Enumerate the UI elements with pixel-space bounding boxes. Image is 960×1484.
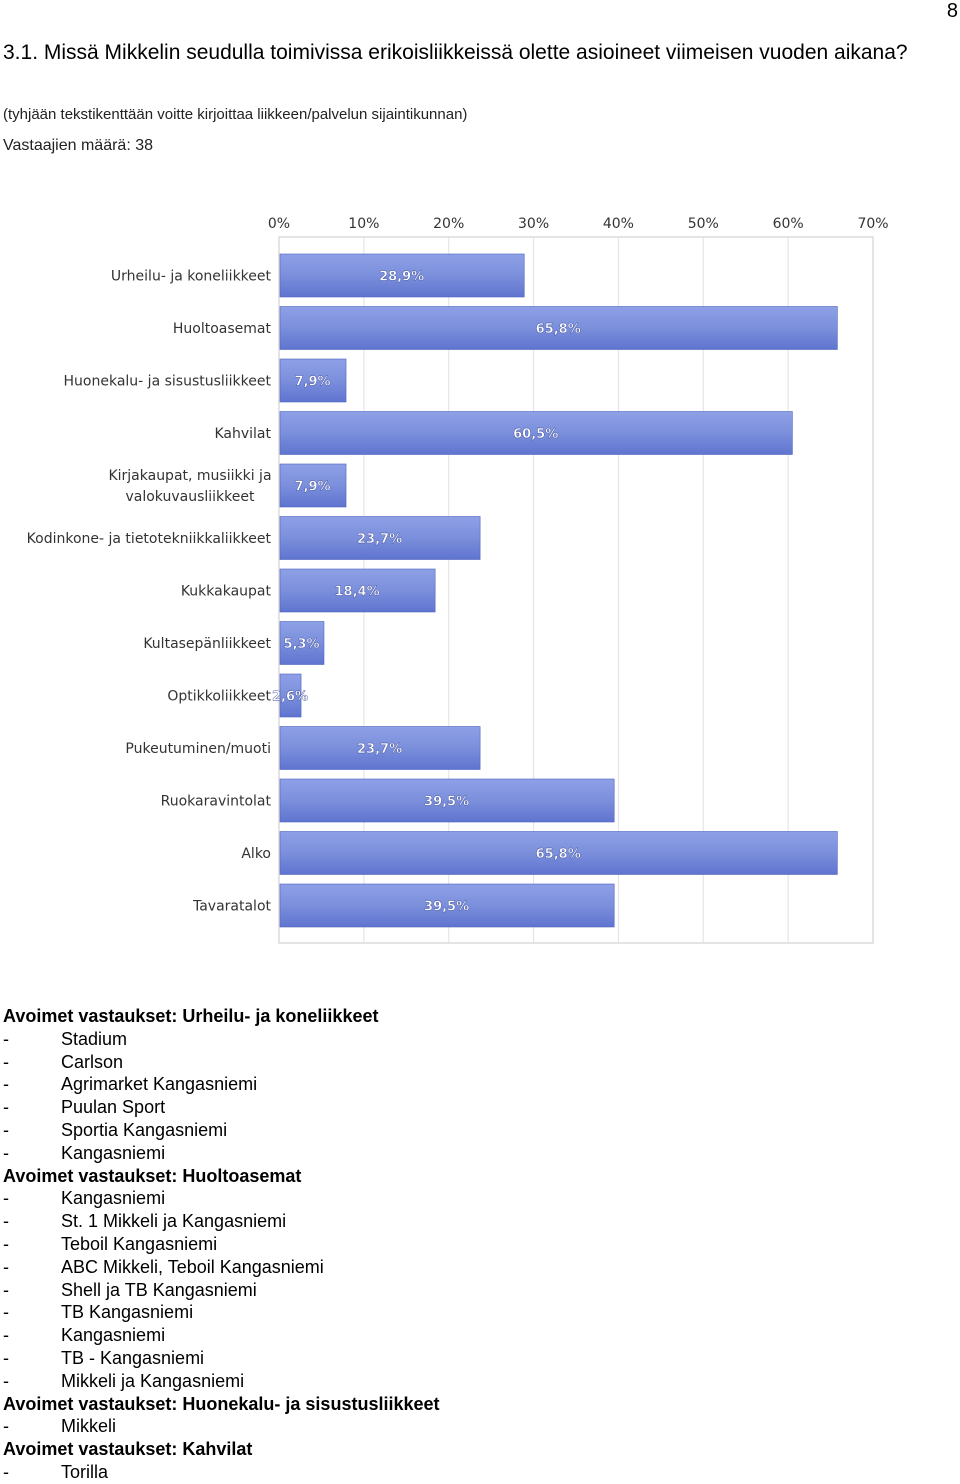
- respondent-count: Vastaajien määrä: 38: [3, 137, 154, 154]
- category-label: Kahvilat: [214, 426, 271, 442]
- bar-value-label: 23,7%: [357, 532, 403, 547]
- answer-text: Kangasniemi: [61, 1325, 166, 1346]
- answer-text: Stadium: [61, 1028, 128, 1049]
- answer-item: [3, 1256, 943, 1279]
- bar-value-label: 39,5%: [424, 899, 470, 915]
- answer-text: Shell ja TB Kangasniemi: [61, 1279, 257, 1300]
- answer-item: [3, 1119, 943, 1142]
- bullet-dash: -: [3, 1416, 9, 1437]
- bullet-dash: -: [3, 1279, 9, 1300]
- bar-value-label: 28,9%: [379, 269, 425, 285]
- answer-text: TB Kangasniemi: [61, 1302, 194, 1323]
- bullet-dash: -: [3, 1074, 9, 1095]
- answer-item: [3, 1073, 943, 1096]
- x-tick-label: 20%: [433, 216, 465, 232]
- category-label: Huonekalu- ja sisustusliikkeet: [63, 373, 271, 390]
- x-tick-label: 10%: [348, 216, 380, 232]
- answer-item: [3, 1187, 943, 1210]
- category-label: Tavaratalot: [192, 898, 271, 915]
- category-label: valokuvausliikkeet: [125, 489, 255, 505]
- answer-item: [3, 1028, 943, 1051]
- bullet-dash: -: [3, 1256, 9, 1277]
- category-label: Kirjakaupat, musiikki ja: [108, 468, 272, 484]
- answer-item: [3, 1347, 943, 1370]
- category-label: Ruokaravintolat: [160, 793, 271, 810]
- bar-value-label: 39,5%: [424, 794, 470, 810]
- answers-section-title: Avoimet vastaukset: Urheilu- ja koneliikkeet: [3, 1006, 379, 1026]
- answer-item: [3, 1301, 943, 1324]
- bullet-dash: -: [3, 1051, 9, 1072]
- bullet-dash: -: [3, 1188, 9, 1209]
- bullet-dash: -: [3, 1347, 9, 1368]
- bullet-dash: -: [3, 1325, 9, 1346]
- bullet-dash: -: [3, 1211, 9, 1232]
- bullet-dash: -: [3, 1302, 9, 1323]
- answer-text: ABC Mikkeli, Teboil Kangasniemi: [61, 1256, 324, 1277]
- bar-chart: [0, 205, 960, 950]
- answers-section-title: Avoimet vastaukset: Huoltoasemat: [3, 1165, 302, 1186]
- category-label: Pukeutuminen/muoti: [125, 741, 271, 757]
- bullet-dash: -: [3, 1370, 9, 1391]
- category-label: Kukkakaupat: [180, 583, 271, 600]
- answers-section-title: Avoimet vastaukset: Kahvilat: [3, 1439, 253, 1460]
- answer-text: Carlson: [61, 1051, 124, 1072]
- x-tick-label: 70%: [857, 216, 889, 232]
- answer-item: [3, 1210, 943, 1233]
- bullet-dash: -: [3, 1142, 9, 1163]
- answer-text: TB - Kangasniemi: [61, 1347, 205, 1368]
- answer-text: Kangasniemi: [61, 1188, 166, 1209]
- answer-item: [3, 1142, 943, 1165]
- bar-value-label: 7,9%: [294, 374, 331, 390]
- bar-value-label: 65,8%: [535, 847, 581, 862]
- answer-text: Teboil Kangasniemi: [61, 1233, 218, 1254]
- x-tick-label: 50%: [687, 216, 719, 232]
- answer-item: [3, 1461, 943, 1484]
- bar-value-label: 7,9%: [294, 479, 331, 495]
- bar-value-label: 2,6%: [272, 689, 309, 705]
- bar-value-label: 23,7%: [357, 742, 403, 757]
- answer-item: [3, 1324, 943, 1347]
- category-label: Kodinkone- ja tietotekniikkaliikkeet: [26, 531, 271, 547]
- answer-item: [3, 1051, 943, 1074]
- bullet-dash: -: [3, 1461, 9, 1482]
- answer-text: Sportia Kangasniemi: [61, 1119, 228, 1140]
- answer-text: Puulan Sport: [61, 1097, 166, 1118]
- page-number: 8: [946, 0, 958, 22]
- answer-item: [3, 1370, 943, 1393]
- category-label: Urheilu- ja koneliikkeet: [110, 268, 271, 285]
- answer-item: [3, 1233, 943, 1256]
- answer-text: Kangasniemi: [61, 1142, 166, 1163]
- answer-item: [3, 1279, 943, 1302]
- answer-text: Torilla: [61, 1461, 109, 1482]
- bar-value-label: 5,3%: [283, 637, 320, 652]
- answers-section-title: Avoimet vastaukset: Huonekalu- ja sisustusliikkeet: [3, 1393, 440, 1414]
- answer-text: Mikkeli: [61, 1416, 117, 1437]
- question-hint: (tyhjään tekstikenttään voitte kirjoittaa liikkeen/palvelun sijaintikunnan): [3, 106, 468, 123]
- category-labels: [27, 269, 272, 915]
- bar-value-label: 18,4%: [334, 584, 380, 600]
- question-title: 3.1. Missä Mikkelin seudulla toimivissa erikoisliikkeissä olette asioineet viimeisen vuoden aikana?: [3, 41, 908, 64]
- bar-value-label: 60,5%: [513, 427, 559, 442]
- answer-text: St. 1 Mikkeli ja Kangasniemi: [61, 1211, 287, 1232]
- bullet-dash: -: [3, 1028, 9, 1049]
- category-label: Huoltoasemat: [172, 321, 271, 337]
- open-answers: [3, 1005, 943, 1484]
- bullet-dash: -: [3, 1119, 9, 1140]
- answer-text: Mikkeli ja Kangasniemi: [61, 1370, 245, 1391]
- answer-text: Agrimarket Kangasniemi: [61, 1074, 258, 1095]
- answer-item: [3, 1415, 943, 1438]
- category-label: Alko: [241, 846, 271, 862]
- x-tick-label: 40%: [602, 216, 634, 232]
- bullet-dash: -: [3, 1097, 9, 1118]
- answer-item: [3, 1096, 943, 1119]
- x-tick-label: 60%: [772, 216, 804, 232]
- bullet-dash: -: [3, 1233, 9, 1254]
- x-axis-ticks: [268, 216, 889, 232]
- x-tick-label: 0%: [267, 216, 291, 232]
- x-tick-label: 30%: [518, 216, 550, 232]
- category-label: Kultasepänliikkeet: [143, 636, 271, 652]
- bar-value-label: 65,8%: [535, 322, 581, 337]
- category-label: Optikkoliikkeet: [167, 688, 271, 705]
